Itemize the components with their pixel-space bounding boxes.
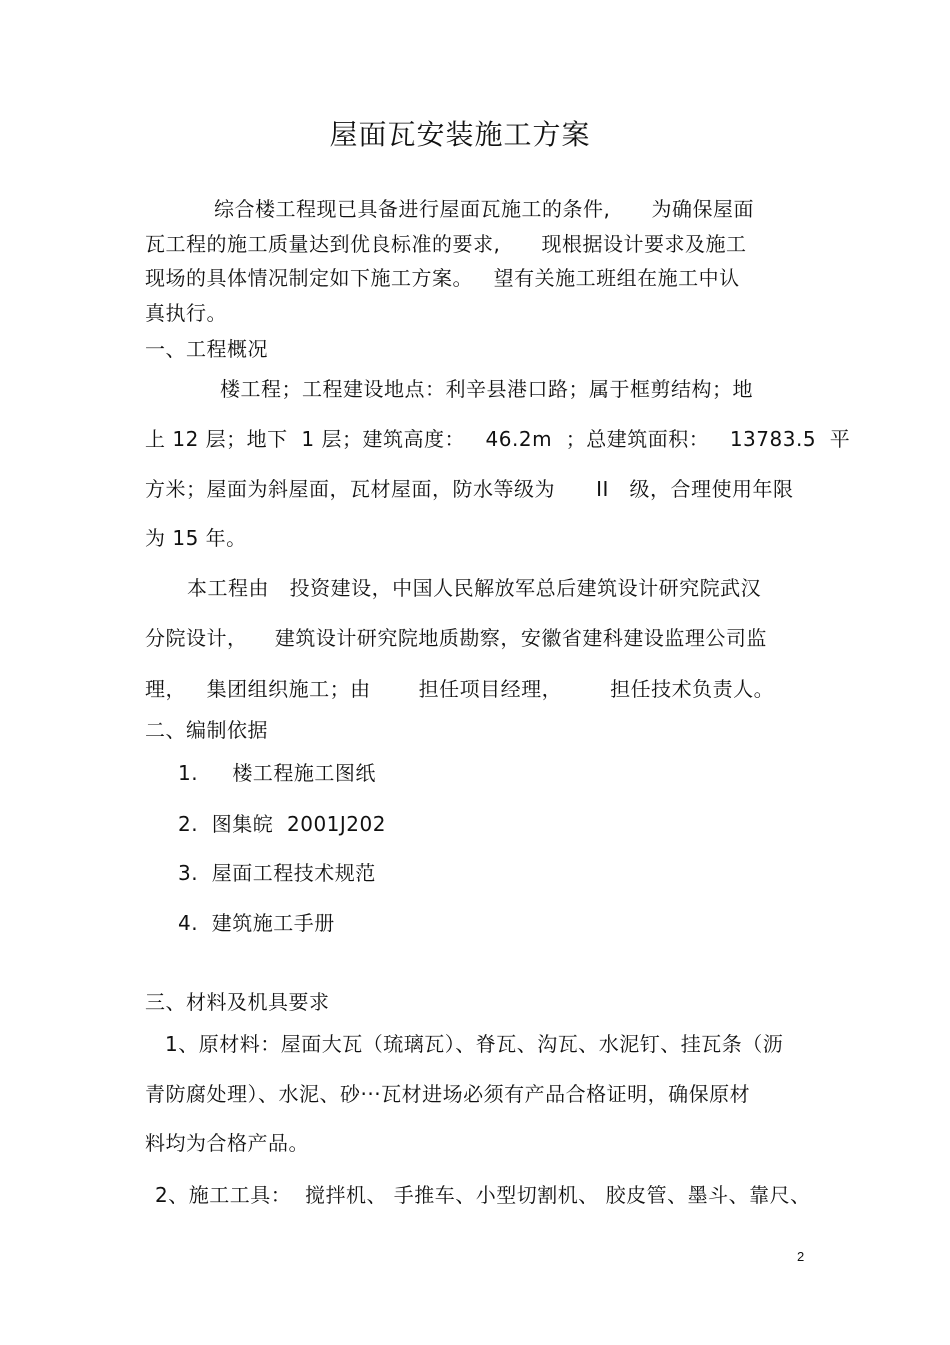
overview-line-4: 为 15 年。: [145, 526, 247, 550]
overview-line-6: 分院设计， 建筑设计研究院地质勘察，安徽省建科建设监理公司监: [145, 626, 767, 650]
overview-line-7: 理， 集团组织施工；由 担任项目经理， 担任技术负责人。: [145, 677, 775, 701]
basis-item-4: 4. 建筑施工手册: [178, 911, 335, 935]
section-heading-overview: 一、工程概况: [145, 337, 268, 361]
materials-line-1: 1、原材料：屋面大瓦（琉璃瓦）、脊瓦、沟瓦、水泥钉、挂瓦条（沥: [165, 1032, 784, 1056]
materials-line-3: 料均为合格产品。: [145, 1131, 309, 1155]
page-number: 2: [797, 1249, 805, 1264]
materials-line-2: 青防腐处理）、水泥、砂···瓦材进场必须有产品合格证明，确保原材: [145, 1082, 751, 1106]
section-heading-materials: 三、材料及机具要求: [145, 990, 330, 1014]
overview-line-1: 楼工程；工程建设地点：利辛县港口路；属于框剪结构；地: [220, 377, 753, 401]
materials-line-4: 2、施工工具： 搅拌机、 手推车、小型切割机、 胶皮管、墨斗、靠尺、: [155, 1183, 811, 1207]
section-heading-basis: 二、编制依据: [145, 718, 268, 742]
intro-line-2: 瓦工程的施工质量达到优良标准的要求, 现根据设计要求及施工: [145, 232, 747, 256]
overview-line-3: 方米；屋面为斜屋面，瓦材屋面，防水等级为 II 级，合理使用年限: [145, 477, 794, 501]
intro-line-1: 综合楼工程现已具备进行屋面瓦施工的条件, 为确保屋面: [214, 197, 755, 221]
overview-line-5: 本工程由 投资建设，中国人民解放军总后建筑设计研究院武汉: [187, 576, 762, 600]
basis-item-2: 2. 图集皖 2001J202: [178, 812, 386, 836]
intro-line-3: 现场的具体情况制定如下施工方案。 望有关施工班组在施工中认: [145, 266, 740, 290]
basis-item-3: 3. 屋面工程技术规范: [178, 861, 376, 885]
basis-item-1: 1. 楼工程施工图纸: [178, 761, 376, 785]
intro-line-4: 真执行。: [145, 301, 227, 325]
document-title: 屋面瓦安装施工方案: [329, 118, 591, 151]
overview-line-2: 上 12 层；地下 1 层；建筑高度： 46.2m ；总建筑面积： 13783.5 平: [145, 427, 851, 451]
